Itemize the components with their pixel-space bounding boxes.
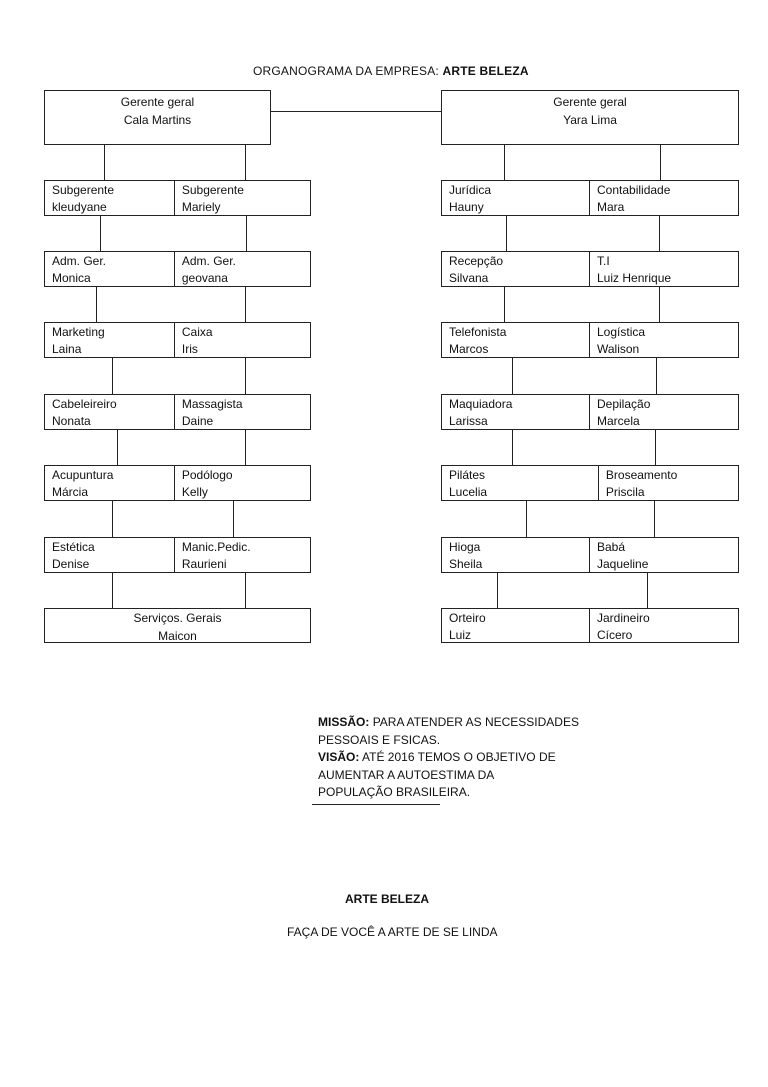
person-name: Lucelia [449,485,488,499]
org-row-right [441,608,739,643]
manager-role: Gerente geral [120,95,195,109]
person-name: Silvana [449,271,489,285]
role-label: Estética [52,540,95,554]
role-label: Logística [597,325,646,339]
role-label: Podólogo [181,468,233,482]
role-label: Massagista [181,397,243,411]
footer-slogan: FAÇA DE VOCÊ A ARTE DE SE LINDA [287,925,498,939]
role-label: Depilação [597,397,651,411]
vision-line-2: AUMENTAR A AUTOESTIMA DA [318,767,495,782]
connector [660,145,661,180]
org-row-right [441,180,739,216]
org-row-left [44,180,311,216]
page-title [253,64,529,78]
org-row-left [44,322,311,358]
connector [112,358,113,394]
manager-role: Gerente geral [553,95,627,109]
manager-connector [271,111,441,112]
person-name: Maicon [158,629,197,643]
manager-name: Yara Lima [563,113,617,127]
vision-label: VISÃO: [318,750,360,764]
role-label: Subgerente [181,183,244,197]
mission-vision-block [318,714,618,802]
connector [104,145,105,180]
role-label: Broseamento [605,468,678,482]
role-label: Serviços. Gerais [133,611,222,625]
person-name: Larissa [449,414,488,428]
manager-box-left [44,90,271,145]
person-name: Walison [597,342,640,356]
org-row-right [441,537,739,573]
org-box-servicos-gerais [44,608,311,643]
mission-label: MISSÃO: [318,715,370,729]
role-label: Cabeleireiro [52,397,117,411]
person-name: Marcos [449,342,489,356]
role-label: Subgerente [52,183,115,197]
person-name: kleudyane [52,200,107,214]
connector [245,287,246,322]
connector [100,216,101,251]
role-label: Hioga [449,540,481,554]
person-name: Mara [597,200,625,214]
org-row-right [441,465,739,501]
person-name: geovana [181,271,228,285]
role-label: Babá [597,540,626,554]
role-label: Adm. Ger. [181,254,236,268]
connector [112,573,113,608]
person-name: Sheila [449,557,483,571]
role-label: Adm. Ger. [52,254,107,268]
person-name: Luiz [449,628,472,642]
person-name: Priscila [605,485,645,499]
connector [656,358,657,394]
person-name: Mariely [181,200,221,214]
role-label: Jardineiro [597,611,650,625]
person-name: Cícero [597,628,633,642]
connector [233,501,234,537]
person-name: Daine [181,414,214,428]
vision-line-3: POPULAÇÃO BRASILEIRA. [318,785,471,799]
person-name: Laina [52,342,82,356]
connector [512,430,513,465]
role-label: Maquiadora [449,397,513,411]
connector [526,501,527,537]
connector [504,287,505,322]
role-label: Caixa [181,325,213,339]
role-label: Marketing [52,325,105,339]
role-label: Telefonista [449,325,507,339]
person-name: Jaqueline [597,557,649,571]
company-name: ARTE BELEZA [442,64,529,78]
connector [504,145,505,180]
role-label: Manic.Pedic. [181,540,251,554]
manager-name: Cala Martins [123,113,192,127]
org-row-left [44,251,311,287]
connector [245,145,246,180]
person-name: Raurieni [181,557,227,571]
manager-box-right [441,90,739,145]
org-row-left [44,537,311,573]
connector [655,430,656,465]
role-label: Contabilidade [597,183,671,197]
vision-line-1 [318,749,618,767]
title-prefix: ORGANOGRAMA DA EMPRESA: [253,64,439,78]
person-name: Márcia [52,485,89,499]
role-label: Pilátes [449,468,486,482]
person-name: Luiz Henrique [597,271,672,285]
connector [654,501,655,537]
connector [245,573,246,608]
role-label: Acupuntura [52,468,114,482]
connector [659,216,660,251]
connector [497,573,498,608]
org-row-left [44,394,311,430]
connector [647,573,648,608]
person-name: Hauny [449,200,484,214]
org-row-right [441,322,739,358]
role-label: Orteiro [449,611,486,625]
connector [112,501,113,537]
person-name: Marcela [597,414,640,428]
org-row-right [441,394,739,430]
connector [659,287,660,322]
person-name: Nonata [52,414,91,428]
org-row-right [441,251,739,287]
role-label: Recepção [449,254,504,268]
connector [96,287,97,322]
org-row-left [44,465,311,501]
connector [245,430,246,465]
connector [245,358,246,394]
role-label: T.I [597,254,610,268]
connector [512,358,513,394]
connector [506,216,507,251]
mission-line-1 [318,714,618,732]
role-label: Jurídica [449,183,492,197]
connector [117,430,118,465]
footer-brand: ARTE BELEZA [345,892,429,906]
person-name: Iris [181,342,198,356]
person-name: Kelly [181,485,208,499]
mission-text: PARA ATENDER AS NECESSIDADES [372,715,579,729]
person-name: Denise [52,557,90,571]
person-name: Monica [52,271,91,285]
connector [246,216,247,251]
underline-divider [312,804,440,805]
vision-text: ATÉ 2016 TEMOS O OBJETIVO DE [362,750,556,764]
mission-line-2: PESSOAIS E FSICAS. [318,732,441,747]
